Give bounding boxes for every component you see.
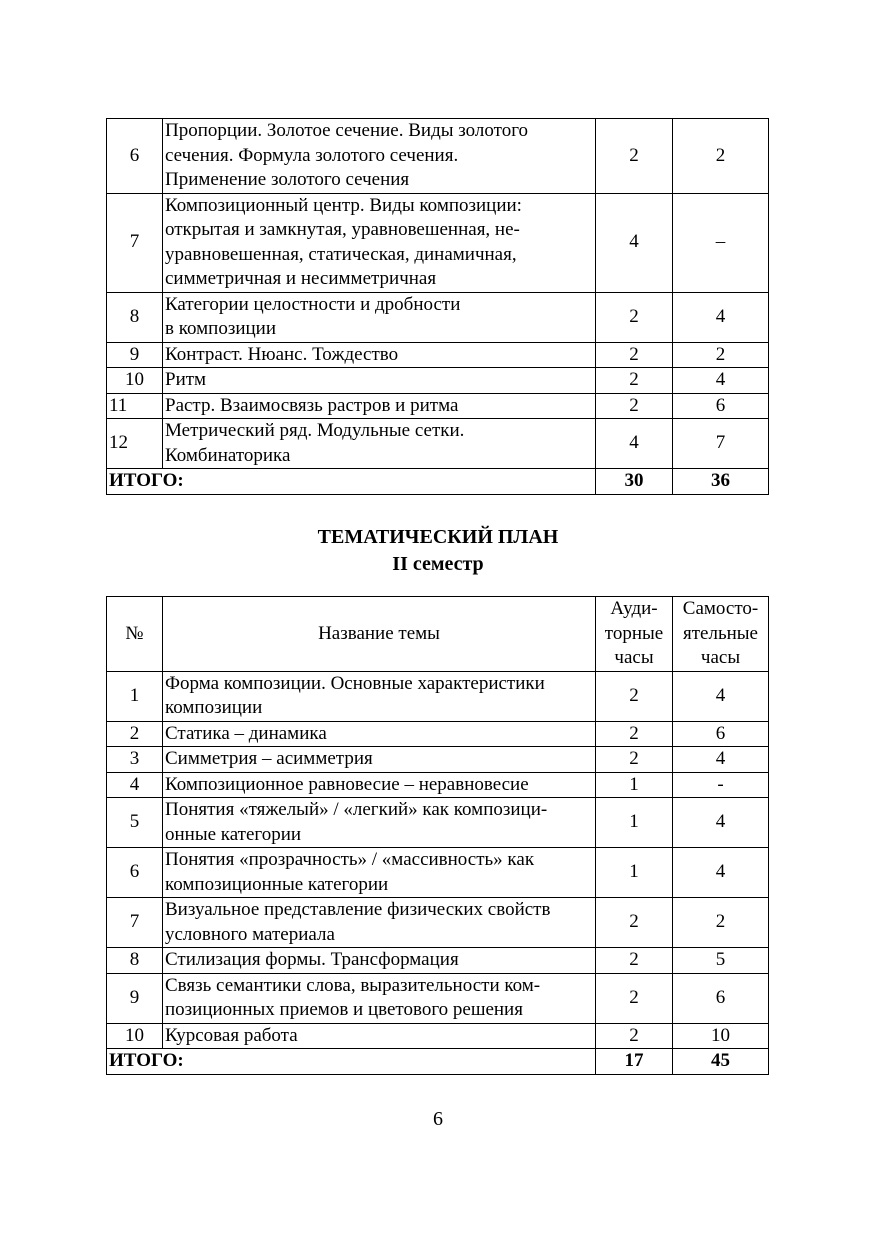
header-line: Ауди-: [610, 598, 658, 619]
row-number: 9: [107, 342, 163, 368]
row-number: 1: [107, 671, 163, 721]
self-study-hours: 4: [673, 368, 769, 394]
row-number: 6: [107, 848, 163, 898]
topic-line: Понятия «прозрачность» / «массивность» как: [165, 849, 535, 870]
topic-name: [163, 973, 596, 1023]
self-study-hours: 10: [673, 1023, 769, 1049]
header-classroom-hours: [596, 597, 673, 672]
topic-name: [163, 772, 596, 798]
topic-name: [163, 393, 596, 419]
row-number: 2: [107, 721, 163, 747]
section-subtitle: II семестр: [392, 553, 484, 575]
topic-line: Курсовая работа: [165, 1024, 298, 1046]
total-self-study-hours: 45: [673, 1049, 769, 1075]
semester-2-plan-table: [106, 596, 769, 1075]
table-row: [107, 1023, 769, 1049]
total-row: [107, 469, 769, 495]
topic-name: [163, 798, 596, 848]
topic-name: [163, 1023, 596, 1049]
topic-name: [163, 671, 596, 721]
topic-line: Применение золотого сечения: [165, 169, 410, 190]
total-row: [107, 1049, 769, 1075]
self-study-hours: 4: [673, 747, 769, 773]
row-number: 12: [107, 419, 163, 469]
topic-line: Комбинаторика: [165, 444, 291, 466]
row-number: 11: [107, 393, 163, 419]
header-number: №: [107, 597, 163, 672]
section-title: ТЕМАТИЧЕСКИЙ ПЛАН: [317, 526, 559, 548]
table-header-row: [107, 597, 769, 672]
row-number: 5: [107, 798, 163, 848]
header-topic: Название темы: [163, 597, 596, 672]
table-row: [107, 747, 769, 773]
topic-line: Композиционное равновесие – неравновесие: [165, 773, 529, 795]
classroom-hours: 1: [596, 772, 673, 798]
row-number: 7: [107, 193, 163, 292]
topic-line: Композиционный центр. Виды композиции:: [165, 194, 522, 216]
topic-line: композиционные категории: [165, 873, 389, 895]
topic-name: [163, 898, 596, 948]
topic-name: [163, 747, 596, 773]
header-self-study-hours: [673, 597, 769, 672]
topic-line: симметричная и несимметричная: [165, 268, 437, 289]
classroom-hours: 2: [596, 747, 673, 773]
row-number: 8: [107, 292, 163, 342]
classroom-hours: 2: [596, 948, 673, 974]
classroom-hours: 2: [596, 368, 673, 394]
classroom-hours: 2: [596, 1023, 673, 1049]
row-number: 3: [107, 747, 163, 773]
topic-line: Пропорции. Золотое сечение. Виды золотого: [165, 120, 529, 141]
topic-name: [163, 948, 596, 974]
topic-line: Стилизация формы. Трансформация: [165, 949, 459, 970]
classroom-hours: 4: [596, 419, 673, 469]
topic-line: Связь семантики слова, выразительности ком-: [165, 974, 541, 996]
topic-line: в композиции: [165, 318, 276, 339]
row-number: 6: [107, 119, 163, 194]
topic-line: Форма композиции. Основные характеристики: [165, 672, 545, 694]
classroom-hours: 2: [596, 342, 673, 368]
classroom-hours: 2: [596, 393, 673, 419]
classroom-hours: 2: [596, 292, 673, 342]
self-study-hours: 4: [673, 292, 769, 342]
table-row: [107, 721, 769, 747]
topic-line: сечения. Формула золотого сечения.: [165, 144, 459, 166]
row-number: 10: [107, 1023, 163, 1049]
header-line: часы: [700, 647, 741, 668]
self-study-hours: 2: [673, 342, 769, 368]
table-row: [107, 798, 769, 848]
self-study-hours: 4: [673, 798, 769, 848]
topic-line: Ритм: [165, 369, 207, 390]
topic-line: уравновешенная, статическая, динамичная,: [165, 243, 517, 265]
table-row: [107, 292, 769, 342]
table-row: [107, 898, 769, 948]
row-number: 8: [107, 948, 163, 974]
classroom-hours: 1: [596, 848, 673, 898]
table-row: [107, 419, 769, 469]
topic-line: условного материала: [165, 923, 335, 945]
table-row: [107, 119, 769, 194]
header-line: часы: [614, 647, 654, 668]
topic-name: [163, 119, 596, 194]
classroom-hours: 2: [596, 671, 673, 721]
topic-line: Категории целостности и дробности: [165, 293, 461, 315]
self-study-hours: 6: [673, 393, 769, 419]
topic-line: Статика – динамика: [165, 722, 327, 744]
topic-line: Симметрия – асимметрия: [165, 748, 373, 769]
table-row: [107, 772, 769, 798]
self-study-hours: 2: [673, 119, 769, 194]
table-row: [107, 193, 769, 292]
topic-name: [163, 342, 596, 368]
row-number: 4: [107, 772, 163, 798]
total-classroom-hours: 17: [596, 1049, 673, 1075]
total-classroom-hours: 30: [596, 469, 673, 495]
self-study-hours: 7: [673, 419, 769, 469]
table-row: [107, 848, 769, 898]
self-study-hours: –: [673, 193, 769, 292]
table-row: [107, 368, 769, 394]
classroom-hours: 1: [596, 798, 673, 848]
topic-line: Контраст. Нюанс. Тождество: [165, 343, 399, 365]
header-line: ятельные: [683, 622, 758, 644]
table-row: [107, 342, 769, 368]
topic-line: Растр. Взаимосвязь растров и ритма: [165, 394, 459, 416]
topic-line: открытая и замкнутая, уравновешенная, не-: [165, 219, 520, 240]
topic-line: Метрический ряд. Модульные сетки.: [165, 420, 465, 441]
classroom-hours: 2: [596, 119, 673, 194]
self-study-hours: 5: [673, 948, 769, 974]
header-line: Самосто-: [682, 598, 759, 619]
self-study-hours: 4: [673, 848, 769, 898]
total-label: ИТОГО:: [107, 1049, 596, 1075]
row-number: 9: [107, 973, 163, 1023]
header-line: торные: [604, 622, 664, 644]
total-self-study-hours: 36: [673, 469, 769, 495]
topic-line: Понятия «тяжелый» / «легкий» как композици-: [165, 799, 548, 820]
topic-line: Визуальное представление физических свойств: [165, 899, 551, 920]
table-row: [107, 973, 769, 1023]
page-number: 6: [433, 1108, 443, 1130]
row-number: 10: [107, 368, 163, 394]
classroom-hours: 2: [596, 973, 673, 1023]
self-study-hours: 6: [673, 721, 769, 747]
table-row: [107, 671, 769, 721]
topic-name: [163, 193, 596, 292]
table-row: [107, 393, 769, 419]
topic-line: онные категории: [165, 823, 302, 845]
topic-line: композиции: [165, 697, 263, 718]
total-label: ИТОГО:: [107, 469, 596, 495]
topic-name: [163, 419, 596, 469]
topic-name: [163, 292, 596, 342]
topic-name: [163, 721, 596, 747]
semester-1-plan-table-continued: [106, 118, 769, 495]
self-study-hours: 4: [673, 671, 769, 721]
self-study-hours: 2: [673, 898, 769, 948]
topic-name: [163, 368, 596, 394]
topic-name: [163, 848, 596, 898]
topic-line: позиционных приемов и цветового решения: [165, 999, 523, 1020]
classroom-hours: 4: [596, 193, 673, 292]
self-study-hours: 6: [673, 973, 769, 1023]
row-number: 7: [107, 898, 163, 948]
classroom-hours: 2: [596, 898, 673, 948]
self-study-hours: -: [673, 772, 769, 798]
table-row: [107, 948, 769, 974]
classroom-hours: 2: [596, 721, 673, 747]
